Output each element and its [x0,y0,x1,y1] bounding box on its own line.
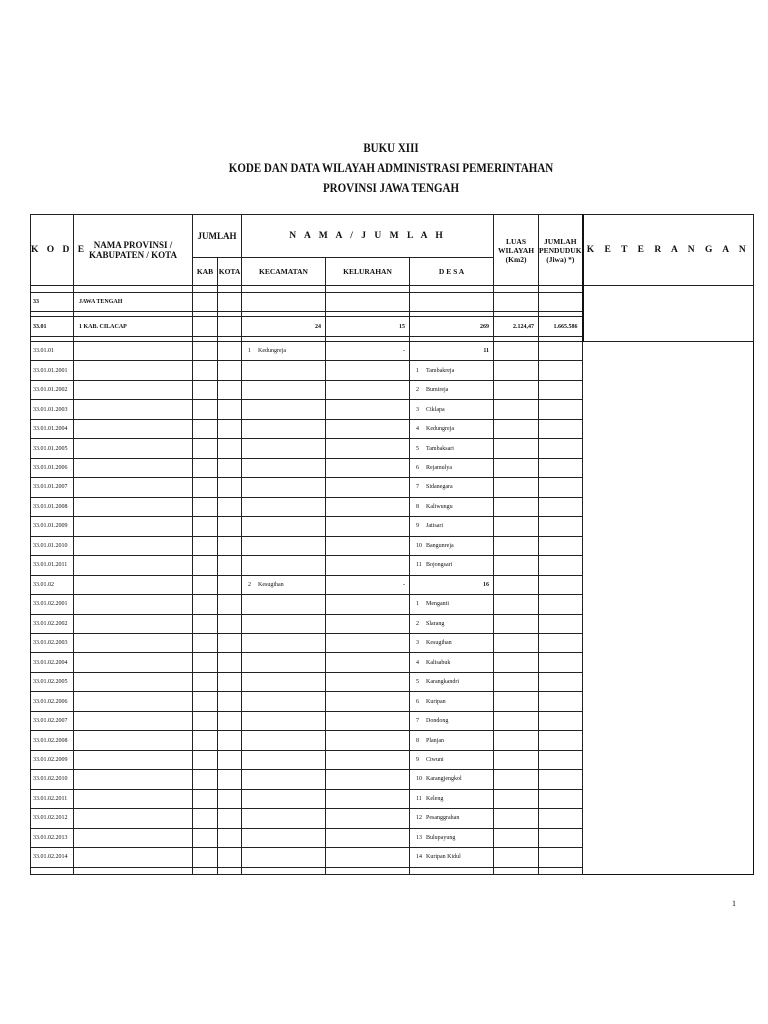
desa-row [31,497,754,516]
desa-number: 11 [416,562,422,569]
row-kode: 33.01.01.2001 [31,361,74,380]
desa-cell [410,848,494,867]
region-table [30,214,754,875]
page-number: 1 [732,899,736,908]
desa-name: Ciwuni [426,757,444,764]
kabupaten-luas: 2.124,47 [494,317,539,336]
desa-number: 10 [416,542,422,549]
kabupaten-kecamatan-count: 24 [242,317,326,336]
desa-name: Kuripan Kidul [426,854,461,861]
desa-row [31,400,754,419]
desa-number: 6 [416,698,419,705]
desa-number: 4 [416,659,419,666]
desa-name: Planjan [426,737,444,744]
desa-row [31,517,754,536]
desa-row [31,770,754,789]
desa-cell [410,595,494,614]
desa-number: 8 [416,737,419,744]
province-kode: 33 [31,293,74,312]
kabupaten-penduduk: 1.665.586 [539,317,583,336]
row-kode: 33.01.02.2002 [31,614,74,633]
desa-number: 8 [416,503,419,510]
kecamatan-number: 1 [248,348,251,355]
table-body [31,286,754,342]
desa-row [31,556,754,575]
header-nama-provinsi [74,215,193,286]
header-desa: D E S A [410,258,494,286]
desa-row [31,614,754,633]
desa-cell [410,478,494,497]
desa-number: 5 [416,679,419,686]
desa-cell [410,497,494,516]
desa-row [31,672,754,691]
row-kode: 33.01.02.2004 [31,653,74,672]
desa-row [31,536,754,555]
desa-cell [410,750,494,769]
header-nama-jumlah: N A M A / J U M L A H [242,215,494,258]
row-kode: 33.01.02.2010 [31,770,74,789]
desa-row [31,595,754,614]
region-rows [31,341,754,874]
document-title [47,138,735,198]
row-kode: 33.01.02.2008 [31,731,74,750]
desa-name: Bojongsari [426,562,453,569]
row-kode: 33.01.02.2005 [31,672,74,691]
desa-row [31,828,754,847]
desa-name: Bumireja [426,387,449,394]
desa-count: 11 [410,341,494,360]
desa-cell [410,828,494,847]
header-penduduk-line1: JUMLAH [544,236,577,246]
row-kode: 33.01.02.2014 [31,848,74,867]
desa-number: 1 [416,367,419,374]
desa-cell [410,692,494,711]
desa-count: 16 [410,575,494,594]
desa-cell [410,614,494,633]
header-kab: KAB [193,258,218,286]
title-line-1: BUKU XIII [363,141,419,155]
desa-row [31,653,754,672]
row-kode: 33.01.01.2002 [31,380,74,399]
desa-name: Sidanegara [426,484,453,491]
desa-name: Kesugihan [426,640,452,647]
desa-number: 3 [416,640,419,647]
desa-number: 7 [416,484,419,491]
desa-cell [410,556,494,575]
desa-name: Rejamulya [426,464,452,471]
row-kode: 33.01.02.2011 [31,789,74,808]
desa-number: 12 [416,815,422,822]
desa-number: 6 [416,464,419,471]
header-kelurahan: KELURAHAN [326,258,410,286]
desa-number: 3 [416,406,419,413]
header-nama-provinsi-line1: NAMA PROVINSI / [93,240,173,250]
header-jumlah: JUMLAH [193,215,242,258]
desa-number: 1 [416,601,419,608]
desa-cell [410,380,494,399]
row-kode: 33.01.02.2009 [31,750,74,769]
desa-row [31,711,754,730]
row-kode: 33.01.01.2006 [31,458,74,477]
desa-cell [410,672,494,691]
row-kode: 33.01.02.2003 [31,633,74,652]
kecamatan-name: Kesugihan [258,581,284,588]
row-kode: 33.01.01.2003 [31,400,74,419]
desa-number: 7 [416,718,419,725]
desa-row [31,789,754,808]
desa-row [31,692,754,711]
row-kode: 33.01.01 [31,341,74,360]
desa-cell [410,809,494,828]
row-kode: 33.01.01.2005 [31,439,74,458]
kecamatan-cell [242,575,326,594]
desa-name: Tambakreja [426,367,455,374]
row-kode: 33.01.02.2013 [31,828,74,847]
row-kode: 33.01.02.2012 [31,809,74,828]
kabupaten-name: 1 KAB. CILACAP [74,317,193,336]
desa-number: 14 [416,854,422,861]
desa-cell [410,633,494,652]
desa-name: Karangkandri [426,679,459,686]
desa-cell [410,419,494,438]
spacer-row [31,867,754,874]
desa-name: Keleng [426,795,444,802]
desa-name: Bulupayung [426,834,456,841]
desa-row [31,633,754,652]
header-kode: K O D E [31,215,74,286]
desa-name: Menganti [426,601,449,608]
header-penduduk-line3: (Jiwa) *) [546,254,575,264]
kecamatan-number: 2 [248,581,251,588]
header-keterangan: K E T E R A N G A N [583,215,754,286]
desa-row [31,809,754,828]
row-kode: 33.01.01.2009 [31,517,74,536]
kelurahan-count: - [326,341,410,360]
desa-cell [410,517,494,536]
desa-name: Kaliwungu [426,503,453,510]
desa-number: 11 [416,795,422,802]
desa-number: 9 [416,757,419,764]
desa-name: Tambaksari [426,445,454,452]
title-line-2: KODE DAN DATA WILAYAH ADMINISTRASI PEMERINTAHAN [228,161,554,175]
desa-cell [410,770,494,789]
row-kode: 33.01.01.2007 [31,478,74,497]
desa-number: 13 [416,834,422,841]
desa-row [31,750,754,769]
row-kode: 33.01.02 [31,575,74,594]
header-kota: KOTA [218,258,242,286]
desa-name: Kuripan [426,698,446,705]
desa-name: Slarang [426,620,445,627]
desa-row [31,731,754,750]
desa-cell [410,711,494,730]
desa-cell [410,536,494,555]
region-table-wrapper [30,214,754,875]
desa-row [31,458,754,477]
desa-cell [410,653,494,672]
desa-cell [410,400,494,419]
desa-cell [410,361,494,380]
desa-row [31,361,754,380]
desa-row [31,439,754,458]
header-penduduk-line2: PENDUDUK [539,245,582,255]
kecamatan-row [31,575,754,594]
kabupaten-kode: 33.01 [31,317,74,336]
desa-name: Kedungreja [426,426,454,433]
desa-name: Kalisabuk [426,659,451,666]
header-luas-wilayah [494,215,539,286]
desa-name: Bangunreja [426,542,454,549]
desa-row [31,848,754,867]
row-kode: 33.01.01.2008 [31,497,74,516]
desa-cell [410,458,494,477]
desa-name: Pesanggrahan [426,815,460,822]
desa-name: Ciklapa [426,406,445,413]
kecamatan-row [31,341,754,360]
desa-number: 4 [416,426,419,433]
desa-name: Dondong [426,718,449,725]
keterangan-column [583,286,754,342]
desa-cell [410,439,494,458]
kecamatan-name: Kedungreja [258,348,286,355]
header-jumlah-penduduk [539,215,583,286]
province-name: JAWA TENGAH [74,293,193,312]
header-kecamatan: KECAMATAN [242,258,326,286]
desa-number: 2 [416,387,419,394]
header-luas-line2: WILAYAH [497,245,535,255]
row-kode: 33.01.02.2007 [31,711,74,730]
header-luas-line1: LUAS [506,236,527,246]
desa-row [31,380,754,399]
kecamatan-cell [242,341,326,360]
desa-name: Karangjengkol [426,776,462,783]
desa-number: 5 [416,445,419,452]
desa-name: Jatisari [426,523,443,530]
header-nama-provinsi-line2: KABUPATEN / KOTA [88,250,177,260]
spacer-row [31,286,754,293]
row-kode: 33.01.01.2004 [31,419,74,438]
row-kode: 33.01.02.2001 [31,595,74,614]
desa-row [31,419,754,438]
table-header [31,215,754,286]
kelurahan-count: - [326,575,410,594]
row-kode: 33.01.02.2006 [31,692,74,711]
desa-number: 9 [416,523,419,530]
row-kode: 33.01.01.2011 [31,556,74,575]
row-kode: 33.01.01.2010 [31,536,74,555]
title-line-3: PROVINSI JAWA TENGAH [322,181,460,195]
desa-cell [410,789,494,808]
desa-number: 2 [416,620,419,627]
desa-number: 10 [416,776,422,783]
desa-cell [410,731,494,750]
desa-row [31,478,754,497]
header-luas-line3: (Km2) [505,254,527,264]
kabupaten-desa-count: 269 [410,317,494,336]
kabupaten-kelurahan-count: 15 [326,317,410,336]
